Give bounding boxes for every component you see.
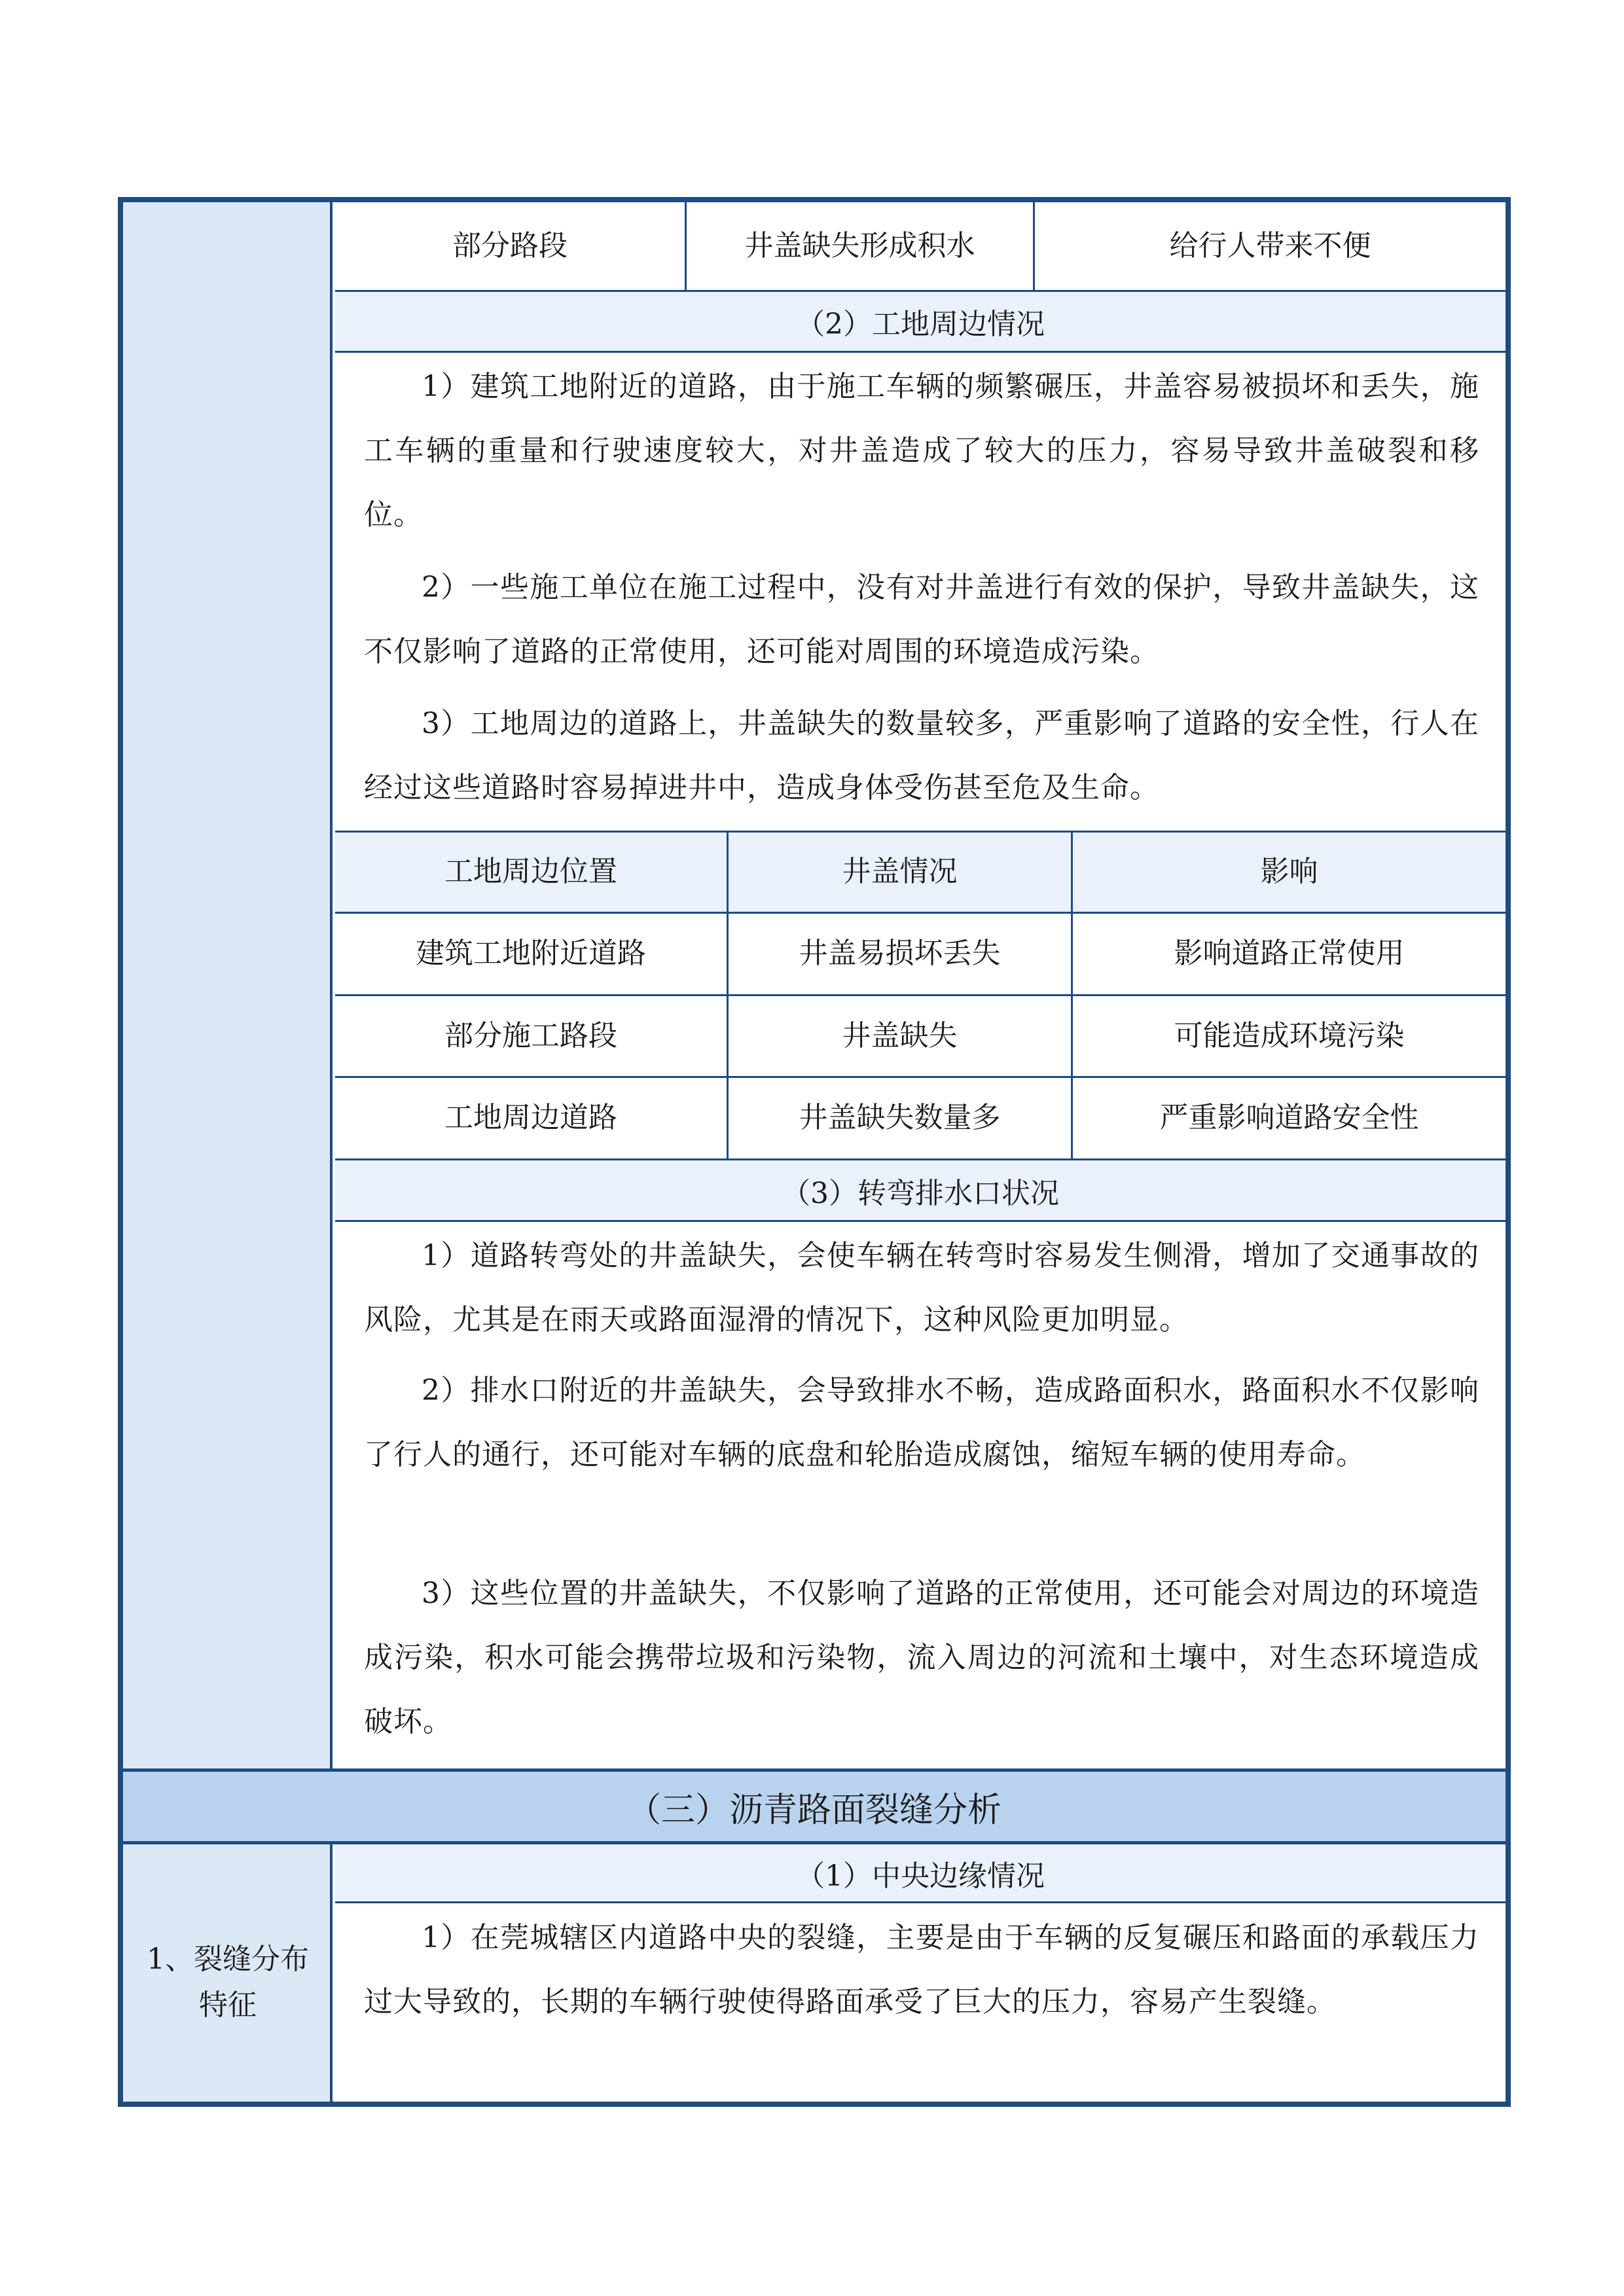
section3-paragraph-2: 2）排水口附近的井盖缺失，会导致排水不畅，造成路面积水，路面积水不仅影响了行人的通行，还可能对车辆的底盘和轮胎造成腐蚀，缩短车辆的使用寿命。 — [364, 1374, 1479, 1471]
table-header-location: 工地周边位置 — [444, 855, 617, 889]
table-row-1-status: 井盖易损坏丢失 — [799, 937, 1001, 971]
top-row-cell-2: 井盖缺失形成积水 — [744, 228, 975, 262]
table-row-1-impact: 影响道路正常使用 — [1174, 937, 1405, 971]
part3-title: （三）沥青路面裂缝分析 — [626, 1790, 1001, 1830]
table-row-2-impact: 可能造成环境污染 — [1174, 1018, 1405, 1052]
left-column-upper — [123, 202, 333, 1770]
section2-paragraph-1: 1）建筑工地附近的道路，由于施工车辆的频繁碾压，井盖容易被损坏和丢失，施工车辆的重量和行驶速度较大，对井盖造成了较大的压力，容易导致井盖破裂和移位。 — [364, 370, 1479, 531]
part3-paragraph-1: 1）在莞城辖区内道路中央的裂缝，主要是由于车辆的反复碾压和路面的承载压力过大导致的，长期的车辆行驶使得路面承受了巨大的压力，容易产生裂缝。 — [364, 1921, 1479, 2018]
table-row-3-status: 井盖缺失数量多 — [799, 1101, 1001, 1135]
section3-paragraph-1: 1）道路转弯处的井盖缺失，会使车辆在转弯时容易发生侧滑，增加了交通事故的风险，尤其是在雨天或路面湿滑的情况下，这种风险更加明显。 — [364, 1239, 1479, 1336]
section2-paragraph-3: 3）工地周边的道路上，井盖缺失的数量较多，严重影响了道路的安全性，行人在经过这些道路时容易掉进井中，造成身体受伤甚至危及生命。 — [364, 707, 1479, 804]
document-table-frame — [118, 197, 1511, 2107]
top-row-cell-3: 给行人带来不便 — [1169, 228, 1371, 262]
table-header-impact: 影响 — [1260, 855, 1318, 889]
table-row-1-location: 建筑工地附近道路 — [416, 937, 646, 971]
part3-subheading: （1）中央边缘情况 — [796, 1859, 1045, 1893]
table-row-3-impact: 严重影响道路安全性 — [1159, 1101, 1419, 1135]
table-header-status: 井盖情况 — [842, 855, 958, 889]
top-row-cell-1: 部分路段 — [452, 228, 568, 262]
table-row-2-location: 部分施工路段 — [444, 1018, 617, 1052]
section2-paragraph-2: 2）一些施工单位在施工过程中，没有对井盖进行有效的保护，导致井盖缺失，这不仅影响了道路的正常使用，还可能对周围的环境造成污染。 — [364, 571, 1479, 668]
section2-heading: （2）工地周边情况 — [796, 308, 1045, 341]
section3-heading: （3）转弯排水口状况 — [782, 1176, 1059, 1210]
part3-left-label: 1、裂缝分布特征 — [147, 1943, 309, 2022]
table-row-2-status: 井盖缺失 — [842, 1018, 958, 1052]
table-row-3-location: 工地周边道路 — [444, 1101, 617, 1135]
section3-paragraph-3: 3）这些位置的井盖缺失，不仅影响了道路的正常使用，还可能会对周边的环境造成污染，积水可能会携带垃圾和污染物，流入周边的河流和土壤中，对生态环境造成破坏。 — [364, 1577, 1479, 1738]
